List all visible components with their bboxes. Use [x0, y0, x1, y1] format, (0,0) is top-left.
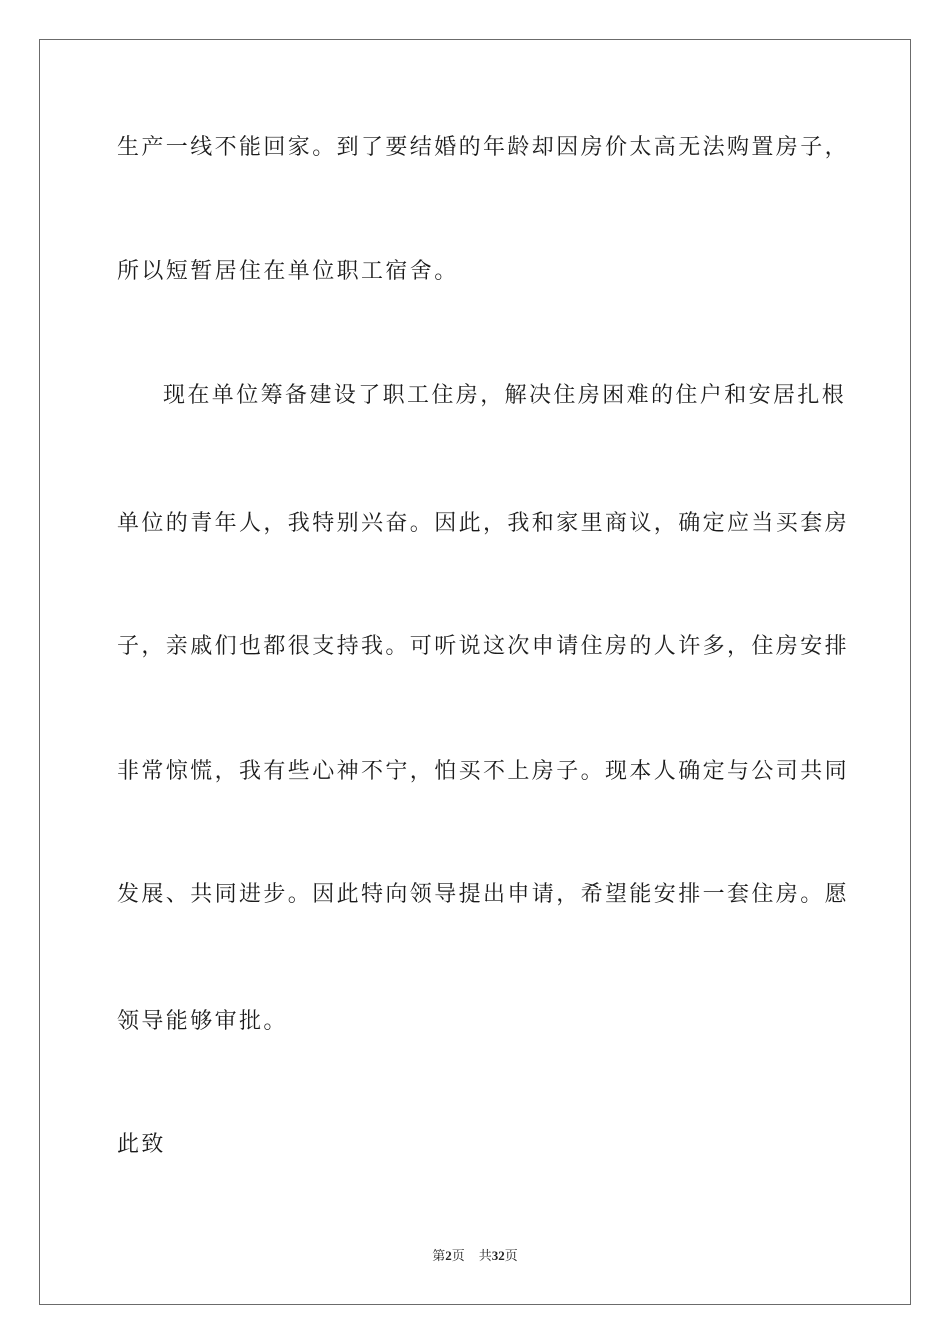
page-number: 2 [445, 1248, 452, 1263]
body-line-4: 单位的青年人，我特别兴奋。因此，我和家里商议，确定应当买套房 [117, 511, 850, 536]
total-suffix: 页 [504, 1249, 518, 1264]
body-line-8: 领导能够审批。 [117, 1009, 288, 1034]
body-line-6: 非常惊慌，我有些心神不宁，怕买不上房子。现本人确定与公司共同 [117, 759, 850, 784]
body-line-7: 发展、共同进步。因此特向领导提出申请，希望能安排一套住房。愿 [117, 882, 850, 907]
total-pages: 32 [491, 1248, 505, 1263]
body-line-1: 生产一线不能回家。到了要结婚的年龄却因房价太高无法购置房子， [117, 135, 850, 160]
body-line-5: 子，亲戚们也都很支持我。可听说这次申请住房的人许多，住房安排 [117, 634, 850, 659]
body-line-2: 所以短暂居住在单位职工宿舍。 [117, 259, 459, 284]
page-suffix: 页 [451, 1249, 465, 1264]
page-footer [0, 1247, 950, 1266]
page-border [39, 39, 911, 1305]
page-prefix: 第 [432, 1249, 446, 1264]
body-line-3-paragraph-start: 现在单位筹备建设了职工住房，解决住房困难的住户和安居扎根 [163, 383, 847, 408]
closing-salutation: 此致 [117, 1132, 166, 1157]
total-prefix: 共 [478, 1249, 492, 1264]
